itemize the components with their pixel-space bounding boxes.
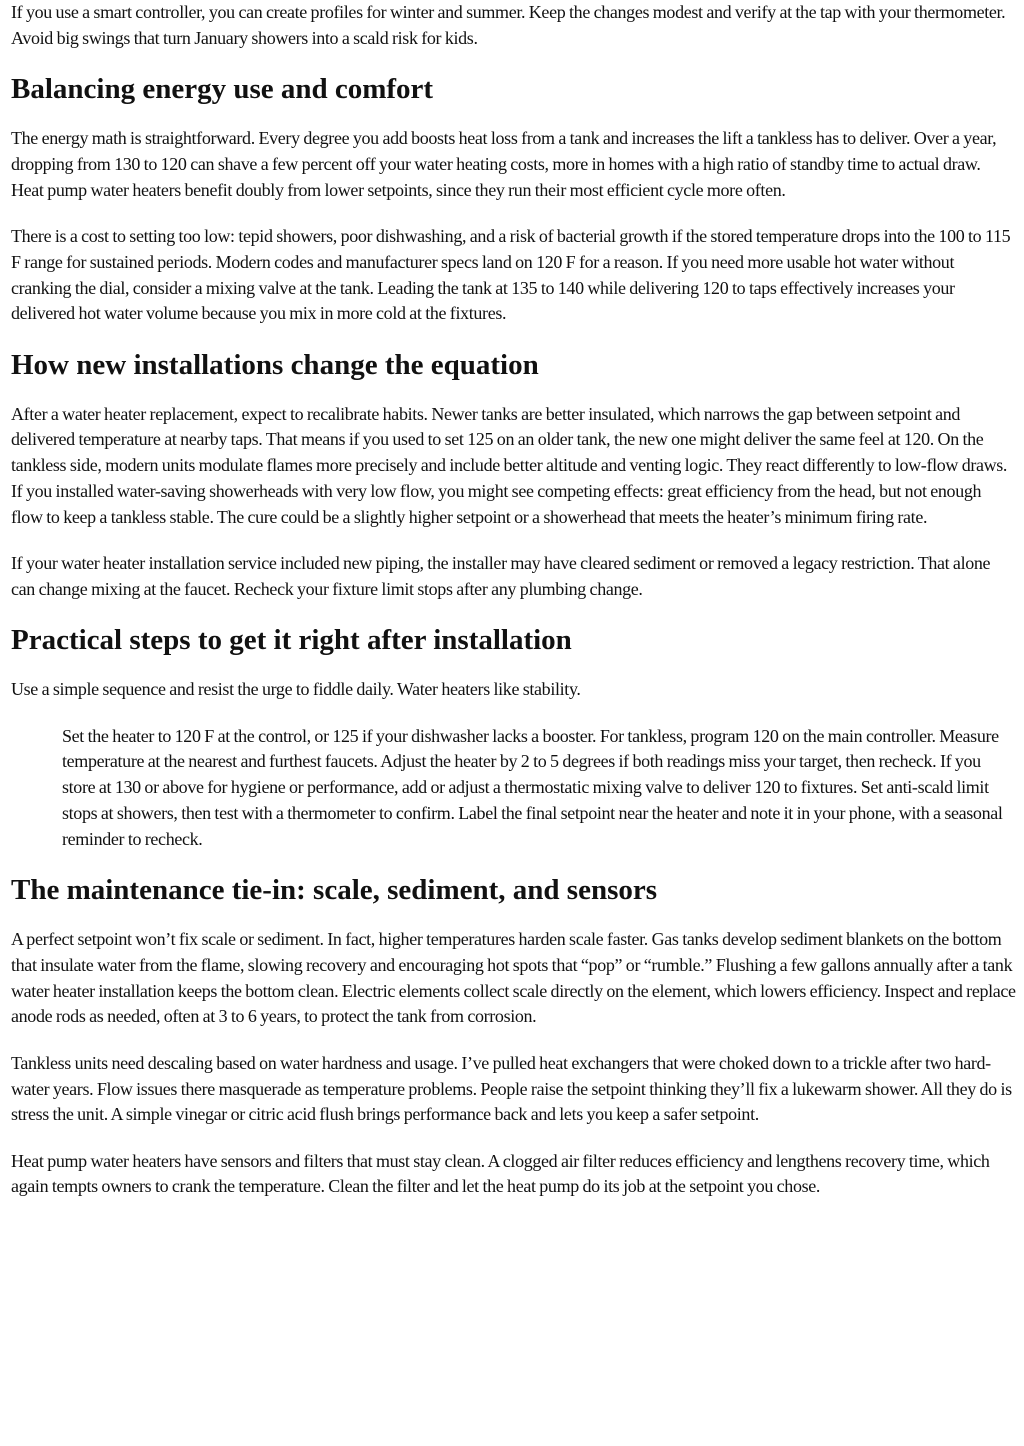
paragraph: Tankless units need descaling based on water hardness and usage. I’ve pulled heat exchangers that were choked down to a trickle after two hard-water years. Flow issues there masquerade as temperature problems. People raise the setpoint thinking they’ll fix a lukewarm shower. All they do is stress the unit. A simple vinegar or citric acid flush brings performance back and lets you keep a safer setpoint. (11, 1052, 1012, 1125)
paragraph: Use a simple sequence and resist the urge to fiddle daily. Water heaters like stability. (11, 679, 581, 700)
paragraph: Heat pump water heaters have sensors and filters that must stay clean. A clogged air filter reduces efficiency and lengthens recovery time, which again tempts owners to crank the temperature. Clean the filter and let the heat pump do its job at the setpoint you chose. (11, 1150, 990, 1197)
paragraph: There is a cost to setting too low: tepid showers, poor dishwashing, and a risk of bacterial growth if the stored temperature drops into the 100 to 115 F range for sustained periods. Modern codes and manufacturer specs land on 120 F for a reason. If you need more usable hot water without cranking the dial, consider a mixing valve at the tank. Leading the tank at 135 to 140 while delivering 120 to taps effectively increases your delivered hot water volume because you mix in more cold at the fixtures. (11, 225, 1011, 324)
paragraph: A perfect setpoint won’t fix scale or sediment. In fact, higher temperatures harden scale faster. Gas tanks develop sediment blankets on the bottom that insulate water from the flame, slowing recovery and encouraging hot spots that “pop” or “rumble.” Flushing a few gallons annually after a tank water heater installation keeps the bottom clean. Electric elements collect scale directly on the element, which lowers efficiency. Inspect and replace anode rods as needed, often at 3 to 6 years, to protect the tank from corrosion. (11, 929, 1016, 1027)
indented-steps: Set the heater to 120 F at the control, or 125 if your dishwasher lacks a booster. For tankless, program 120 on the main controller. Measure temperature at the nearest and furthest faucets. Adjust the heater by 2 to 5 degrees if both readings miss your target, then recheck. If you store at 130 or above for hygiene or performance, add or adjust a thermostatic mixing valve to deliver 120 to fixtures. Set anti-scald limit stops at showers, then test with a thermometer to confirm. Label the final setpoint near the heater and note it in your phone, with a seasonal reminder to recheck. (62, 725, 1003, 849)
paragraph: After a water heater replacement, expect to recalibrate habits. Newer tanks are better insulated, which narrows the gap between setpoint and delivered temperature at nearby taps. That means if you used to set 125 on an older tank, the new one might deliver the same feel at 120. On the tankless side, modern units modulate flames more precisely and include better altitude and venting logic. They react differently to low-flow draws. If you installed water-saving showerheads with very low flow, you might see competing effects: great efficiency from the head, but not enough flow to keep a tankless stable. The cure could be a slightly higher setpoint or a showerhead that meets the heater’s minimum firing rate. (11, 403, 1008, 527)
section-heading: Balancing energy use and comfort (11, 73, 434, 106)
paragraph: The energy math is straightforward. Every degree you add boosts heat loss from a tank and increases the lift a tankless has to deliver. Over a year, dropping from 130 to 120 can shave a few percent off your water heating costs, more in homes with a high ratio of standby time to actual draw. Heat pump water heaters benefit doubly from lower setpoints, since they run their most efficient cycle more often. (11, 128, 997, 200)
section-heading: Practical steps to get it right after installation (11, 624, 572, 657)
section-heading: How new installations change the equation (11, 348, 539, 381)
section-heading: The maintenance tie-in: scale, sediment, and sensors (11, 874, 658, 907)
paragraph: If your water heater installation service included new piping, the installer may have cleared sediment or removed a legacy restriction. That alone can change mixing at the faucet. Recheck your fixture limit stops after any plumbing change. (11, 553, 991, 599)
paragraph: If you use a smart controller, you can create profiles for winter and summer. Keep the changes modest and verify at the tap with your thermometer. Avoid big swings that turn January showers into a scald risk for kids. (11, 2, 1006, 48)
